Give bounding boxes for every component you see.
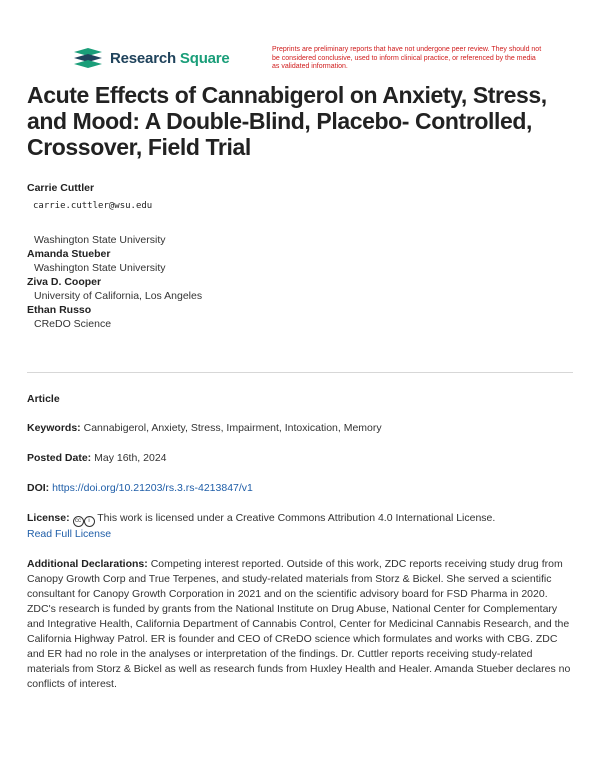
section-divider [27, 372, 573, 373]
author-affiliation: Washington State University [34, 234, 166, 246]
additional-declarations [27, 557, 573, 692]
read-full-license-link[interactable]: Read Full License [27, 528, 112, 540]
article-type: Article [27, 393, 60, 405]
author-name: Amanda Stueber [27, 248, 111, 260]
paper-title: Acute Effects of Cannabigerol on Anxiety, Stress, and Mood: A Double-Blind, Placebo- Controlled, Crossover, Field Trial [27, 82, 547, 160]
author-list [27, 181, 567, 331]
posted-date-value: May 16th, 2024 [94, 452, 167, 464]
research-square-logo[interactable] [74, 48, 230, 68]
research-square-logo-icon [74, 48, 102, 68]
posted-date [27, 451, 573, 466]
license [27, 511, 573, 542]
doi-link[interactable]: https://doi.org/10.21203/rs.3.rs-4213847/v1 [52, 482, 253, 494]
attribution-icon: i [84, 516, 95, 527]
declarations-text: Competing interest reported. Outside of this work, ZDC reports receiving study drug from Canopy Growth Corp and True Terpenes, and study-related materials from Storz & Bickel. She served a scientific consultant for Canopy Growth Corporation in 2021 and on the scientific advisory board for FSD Pharma in 2020. ZDC's research is funded by grants from the National Institute on Drug Abuse, National Center for Complementary and Integrative Health, California Department of Cannabis Control, Center for Medicinal Cannabis Research, and the California Highway Patrol. ER is founder and CEO of CReDO science which formulates and works with CBG. ZDC and ER had no role in the analyses or interpretation of the findings. Dr. Cuttler reports receiving study-related materials from Storz & Bickel as well as research funds from Huxley Health and Healer. Amanda Stueber declares no conflicts of interest. [27, 558, 571, 690]
author-affiliation: CReDO Science [34, 318, 112, 330]
keywords-label: Keywords: [27, 422, 81, 434]
keywords-value: Cannabigerol, Anxiety, Stress, Impairment, Intoxication, Memory [83, 422, 382, 434]
posted-date-label: Posted Date: [27, 452, 92, 464]
doi [27, 481, 573, 496]
author-name: Ziva D. Cooper [27, 276, 102, 288]
declarations-label: Additional Declarations: [27, 558, 148, 570]
author-name: Ethan Russo [27, 304, 92, 316]
doi-label: DOI: [27, 482, 50, 494]
creative-commons-icon: cc [73, 516, 84, 527]
license-text: This work is licensed under a Creative Commons Attribution 4.0 International License. [97, 512, 496, 524]
author-affiliation: Washington State University [34, 262, 166, 274]
author-affiliation: University of California, Los Angeles [34, 290, 203, 302]
author-email[interactable]: carrie.cuttler@wsu.edu [33, 201, 153, 211]
keywords [27, 421, 573, 436]
author-name: Carrie Cuttler [27, 182, 95, 194]
brand-name: Research Square [110, 49, 230, 67]
preprint-notice: Preprints are preliminary reports that have not undergone peer review. They should not be considered conclusive, used to inform clinical practice, or referenced by the media as validated information. [272, 46, 542, 70]
license-label: License: [27, 512, 70, 524]
